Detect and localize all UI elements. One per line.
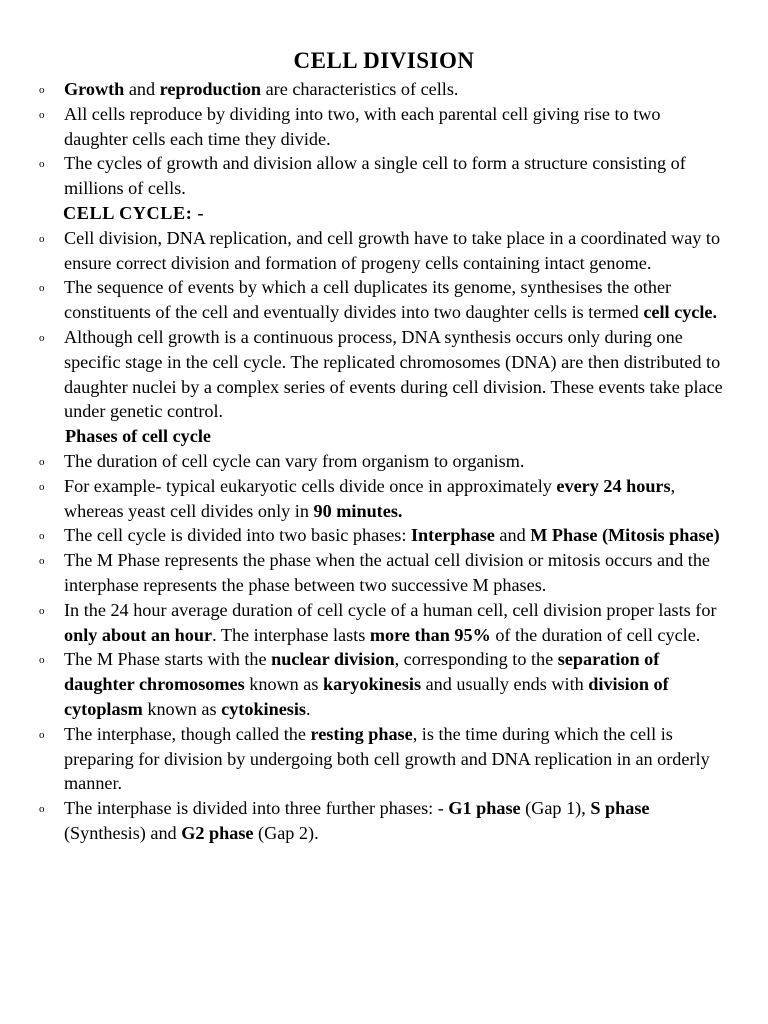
text-run: and [124,79,160,99]
bullet-item [0,598,768,648]
bullet-icon: o [39,158,45,171]
text-run: Although cell growth is a continuous process, DNA synthesis occurs only during one specific stage in the cell cycle. The replicated chromosomes (DNA) are then distributed to daughter nuclei by a complex series of events during cell division. These events take place under genetic control. [64,326,723,422]
section-heading [0,201,768,226]
bullet-icon: o [39,455,45,468]
text-run: , corresponding to the [394,649,558,670]
bullet-item [0,77,768,102]
text-run: . The interphase lasts [212,624,370,645]
bullet-item [0,151,768,201]
text-run: are characteristics of cells. [261,79,459,99]
bullet-item [0,275,768,325]
bullet-item [0,722,768,796]
section-heading [0,424,768,449]
bold-text: every 24 hours [556,475,671,496]
text-run: For example- typical eukaryotic cells divide once in approximately [64,475,557,496]
text-run: In the 24 hour average duration of cell cycle of a human cell, cell division proper lasts for [64,599,717,620]
bullet-item [0,226,768,276]
text-run: (Synthesis) and [64,822,182,843]
bullet-icon: o [39,555,45,568]
bold-text: Phases of cell cycle [65,426,211,447]
bold-text: only about an hour [64,624,213,645]
text-run: known as [142,698,222,719]
bold-text: more than 95% [369,624,491,645]
bold-text: Growth [64,79,125,99]
text-run: (Gap 1), [520,798,591,819]
bold-text: cytokinesis [221,698,307,719]
text-run: and usually ends with [421,674,589,695]
bold-text: 90 minutes. [313,500,403,521]
text-run: The duration of cell cycle can vary from organism to organism. [64,450,525,471]
text-run: The M Phase represents the phase when the actual cell division or mitosis occurs and the interphase represents the phase between two successive M phases. [64,550,710,595]
bullet-icon: o [39,604,45,617]
text-run: (Gap 2). [253,822,319,843]
bullet-item [0,647,768,721]
text-run: The sequence of events by which a cell duplicates its genome, synthesises the other constituents of the cell and eventually divides into two daughter cells is termed [64,277,672,323]
page-title: CELL DIVISION [293,48,475,73]
text-run: All cells reproduce by dividing into two, with each parental cell giving rise to two daughter cells each time they divide. [64,103,661,149]
bold-text: resting phase [310,723,413,744]
bullet-icon: o [39,803,45,816]
text-run: The interphase, though called the [64,723,311,744]
text-run: of the duration of cell cycle. [490,624,701,645]
bullet-item [0,449,768,474]
text-run: The M Phase starts with the [64,649,272,670]
text-run: . [306,698,311,719]
bold-text: M Phase (Mitosis phase) [530,525,720,546]
text-run: , is the time during which the cell is preparing for division by undergoing both cell growth and DNA replication in an orderly manner. [64,723,710,794]
bullet-item [0,325,768,424]
bullet-icon: o [39,232,45,245]
bullet-icon: o [39,108,45,121]
bullet-item [0,548,768,598]
bold-text: G2 phase [181,822,254,843]
bullet-item [0,523,768,548]
text-run: The cycles of growth and division allow a single cell to form a structure consisting of millions of cells. [64,153,686,199]
bold-text: CELL CYCLE: - [63,202,205,223]
bold-text: nuclear division [271,649,395,670]
bullet-icon: o [39,530,45,543]
bold-text: S phase [590,798,650,819]
bold-text: separation of daughter chromosomes [64,649,660,695]
bold-text: Interphase [410,525,495,546]
text-run: The interphase is divided into three further phases: - [64,798,449,819]
text-run: known as [244,674,324,695]
text-run: Cell division, DNA replication, and cell growth have to take place in a coordinated way to ensure correct division and formation of progeny cells containing intact genome. [64,227,721,273]
document-body [0,77,768,846]
bullet-icon: o [39,480,45,493]
bullet-icon: o [39,282,45,295]
bold-text: reproduction [159,79,262,99]
text-run: and [494,525,531,546]
bullet-icon: o [39,84,45,96]
bold-text: division of cytoplasm [64,674,669,719]
bullet-item [0,102,768,152]
bold-text: cell cycle. [643,302,718,323]
bullet-icon: o [39,728,45,741]
bullet-item [0,796,768,846]
text-run: , whereas yeast cell divides only in [64,475,676,521]
bullet-icon: o [39,331,45,344]
bold-text: karyokinesis [323,674,422,695]
bold-text: G1 phase [448,798,521,819]
bullet-item [0,474,768,524]
bullet-icon: o [39,654,45,667]
text-run: The cell cycle is divided into two basic phases: [64,525,411,546]
